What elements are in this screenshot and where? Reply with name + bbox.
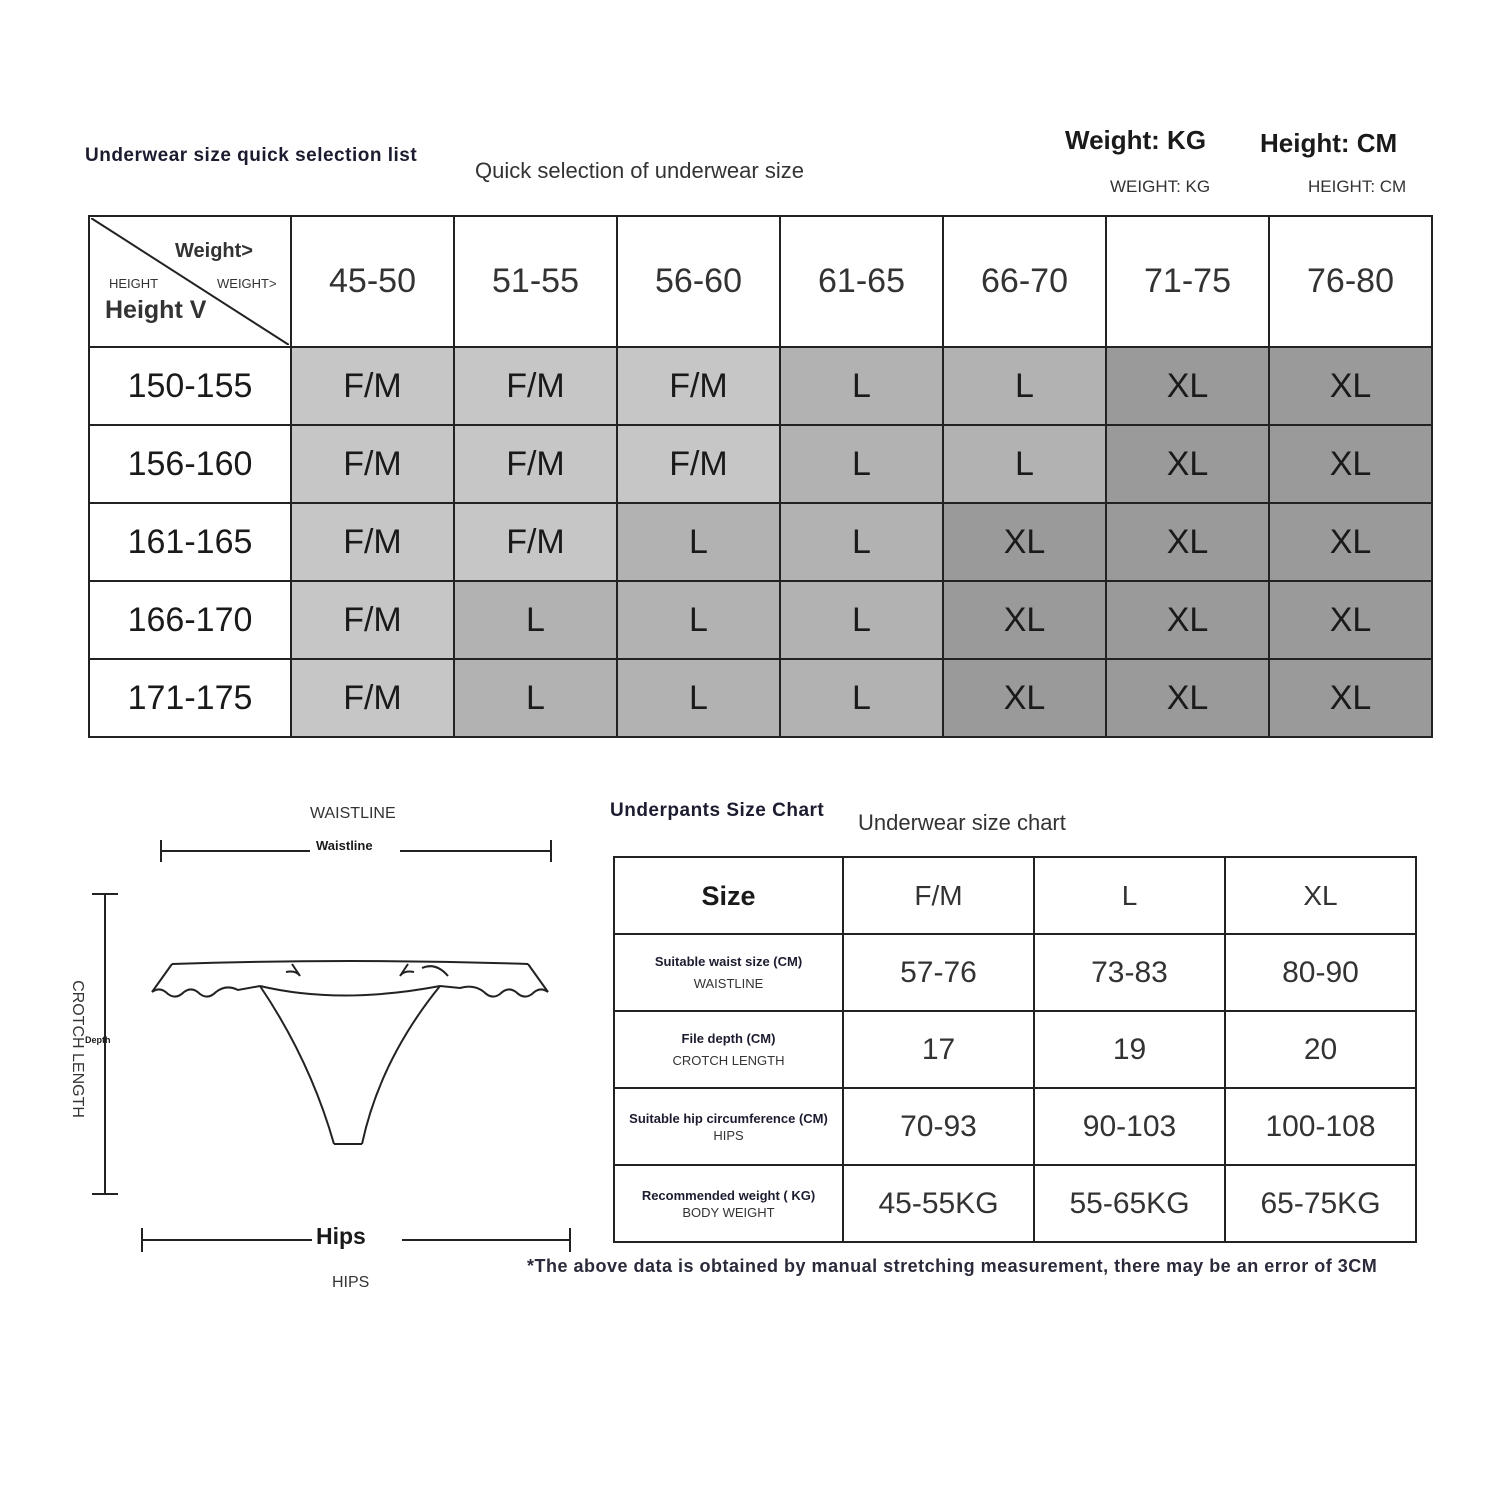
measure-value: 90-103: [1034, 1088, 1225, 1165]
underwear-diagram: [60, 830, 580, 1260]
table-row: [614, 1011, 1416, 1088]
weight-unit-sublabel: WEIGHT: KG: [1110, 177, 1211, 196]
size-cell: F/M: [617, 425, 780, 503]
size-cell: F/M: [454, 503, 617, 581]
height-unit-label: Height: CM: [1260, 128, 1398, 158]
size-cell: L: [617, 659, 780, 737]
weight-header: 76-80: [1269, 216, 1432, 347]
measure-value: 70-93: [843, 1088, 1034, 1165]
weight-header: 51-55: [454, 216, 617, 347]
size-cell: L: [943, 425, 1106, 503]
size-header: L: [1034, 857, 1225, 934]
weight-header: 61-65: [780, 216, 943, 347]
height-unit-sublabel: HEIGHT: CM: [1308, 177, 1407, 196]
size-cell: XL: [1269, 503, 1432, 581]
measure-value: 19: [1034, 1011, 1225, 1088]
waistline-top-label: WAISTLINE: [310, 805, 396, 822]
table-row: [89, 425, 1432, 503]
quick-table-subtitle: Quick selection of underwear size: [475, 158, 804, 183]
corner-weight-label: Weight>: [175, 240, 253, 262]
crotch-length-label: CROTCH LENGTH: [69, 980, 86, 1118]
table-row: [89, 581, 1432, 659]
size-chart-header-row: [614, 857, 1416, 934]
size-cell: XL: [1269, 425, 1432, 503]
size-cell: XL: [1106, 347, 1269, 425]
size-cell: F/M: [617, 347, 780, 425]
hips-sublabel: HIPS: [332, 1274, 370, 1291]
quick-selection-table: [88, 215, 1433, 738]
table-row: [89, 503, 1432, 581]
hips-label: Hips: [316, 1223, 366, 1249]
measure-sublabel: WAISTLINE: [693, 975, 764, 991]
size-cell: F/M: [291, 425, 454, 503]
size-cell: L: [780, 425, 943, 503]
size-cell: L: [780, 503, 943, 581]
size-cell: XL: [1269, 347, 1432, 425]
depth-label: Depth: [85, 1035, 111, 1045]
height-cell: 161-165: [89, 503, 291, 581]
measure-value: 20: [1225, 1011, 1416, 1088]
measure-value: 57-76: [843, 934, 1034, 1011]
size-cell: L: [943, 347, 1106, 425]
measure-value: 73-83: [1034, 934, 1225, 1011]
table-row: [614, 1088, 1416, 1165]
quick-header-row: [89, 216, 1432, 347]
size-cell: L: [780, 581, 943, 659]
weight-unit-label: Weight: KG: [1065, 125, 1207, 155]
size-cell: F/M: [454, 425, 617, 503]
size-cell: L: [780, 659, 943, 737]
size-chart-table: [613, 856, 1417, 1243]
height-cell: 171-175: [89, 659, 291, 737]
size-cell: F/M: [291, 659, 454, 737]
size-chart-title: Underpants Size Chart: [610, 800, 825, 821]
measure-value: 65-75KG: [1225, 1165, 1416, 1242]
size-header: F/M: [843, 857, 1034, 934]
size-cell: XL: [1106, 503, 1269, 581]
table-row: [614, 934, 1416, 1011]
size-cell: L: [454, 659, 617, 737]
corner-height-label: Height V: [105, 296, 207, 324]
quick-table-title: Underwear size quick selection list: [85, 145, 418, 166]
table-row: [89, 347, 1432, 425]
measure-label: File depth (CM): [681, 1030, 776, 1046]
height-cell: 156-160: [89, 425, 291, 503]
measure-sublabel: HIPS: [713, 1127, 744, 1143]
corner-cell: [89, 216, 291, 347]
measure-label: Recommended weight ( KG): [641, 1187, 816, 1203]
corner-weight-small: WEIGHT>: [217, 276, 277, 291]
measure-value: 55-65KG: [1034, 1165, 1225, 1242]
measure-label-cell: [614, 1011, 843, 1088]
weight-header: 71-75: [1106, 216, 1269, 347]
waistline-label: Waistline: [316, 838, 373, 853]
measure-value: 100-108: [1225, 1088, 1416, 1165]
size-cell: XL: [943, 503, 1106, 581]
size-cell: XL: [1269, 581, 1432, 659]
size-cell: F/M: [291, 581, 454, 659]
measure-sublabel: BODY WEIGHT: [682, 1204, 775, 1220]
measure-value: 80-90: [1225, 934, 1416, 1011]
size-cell: XL: [1106, 581, 1269, 659]
height-cell: 150-155: [89, 347, 291, 425]
size-cell: L: [617, 581, 780, 659]
size-cell: L: [780, 347, 943, 425]
size-cell: XL: [943, 659, 1106, 737]
size-chart-subtitle: Underwear size chart: [858, 810, 1066, 835]
measure-value: 17: [843, 1011, 1034, 1088]
table-row: [89, 659, 1432, 737]
size-cell: F/M: [291, 347, 454, 425]
size-header: XL: [1225, 857, 1416, 934]
height-cell: 166-170: [89, 581, 291, 659]
weight-header: 66-70: [943, 216, 1106, 347]
measure-label: Suitable hip circumference (CM): [629, 1110, 828, 1126]
table-row: [614, 1165, 1416, 1242]
size-cell: F/M: [291, 503, 454, 581]
size-cell: XL: [1106, 659, 1269, 737]
size-cell: F/M: [454, 347, 617, 425]
measurement-note: *The above data is obtained by manual stretching measurement, there may be an error of 3CM: [527, 1256, 1378, 1276]
measure-value: 45-55KG: [843, 1165, 1034, 1242]
size-header-label: Size: [614, 857, 843, 934]
size-cell: L: [617, 503, 780, 581]
size-cell: XL: [1269, 659, 1432, 737]
corner-height-small: HEIGHT: [109, 276, 159, 291]
weight-header: 56-60: [617, 216, 780, 347]
measure-label-cell: [614, 934, 843, 1011]
weight-header: 45-50: [291, 216, 454, 347]
measure-sublabel: CROTCH LENGTH: [672, 1052, 785, 1068]
measure-label-cell: [614, 1088, 843, 1165]
size-cell: XL: [1106, 425, 1269, 503]
measure-label-cell: [614, 1165, 843, 1242]
measure-label: Suitable waist size (CM): [654, 953, 803, 969]
size-cell: L: [454, 581, 617, 659]
size-cell: XL: [943, 581, 1106, 659]
